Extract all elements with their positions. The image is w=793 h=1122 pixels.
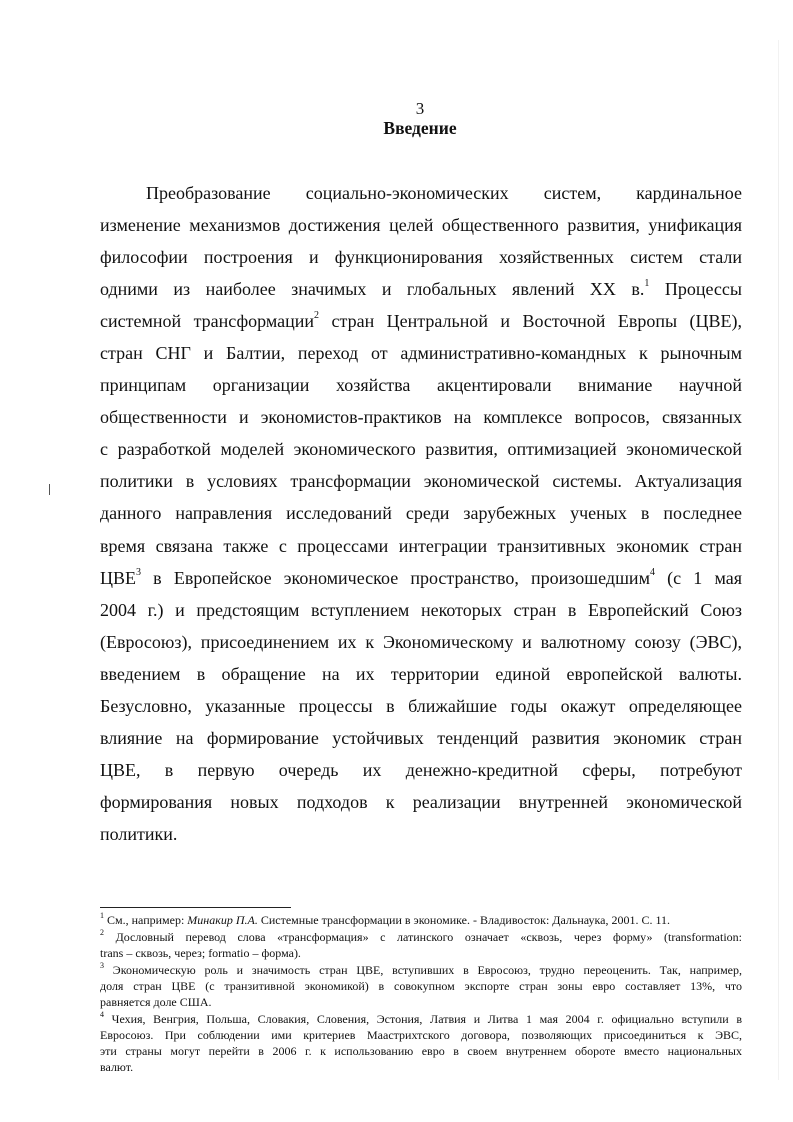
body-line: принципам организации хозяйства акцентировали внимание научной bbox=[100, 375, 742, 396]
body-line bbox=[100, 273, 742, 305]
footnote-line: доля стран ЦВЕ (с транзитивной экономикой) в совокупном экспорте стран зоны евро составляет 13%, что bbox=[100, 979, 742, 993]
body-line: время связана также с процессами интеграции транзитивных экономик стран bbox=[100, 535, 742, 556]
footnote-1 bbox=[100, 912, 742, 928]
body-line-segment: в Европейское экономическое пространство, произошедшим bbox=[153, 567, 650, 588]
page-number: 3 bbox=[415, 99, 425, 118]
page-title: Введение bbox=[383, 118, 457, 138]
body-line-segment: системной трансформации bbox=[100, 311, 315, 332]
footnote-mark: 1 bbox=[100, 911, 104, 920]
body-line: формирования новых подходов к реализации внутренней экономической bbox=[100, 791, 742, 812]
body-line-segment: стран Центральной и Восточной Европы (ЦВЕ), bbox=[331, 311, 743, 332]
footnote-4 bbox=[100, 1011, 742, 1075]
footnote-line bbox=[100, 912, 742, 928]
footnote-text: Дословный перевод слова «трансформация» с латинского означает «сквозь, через форму» (transformation: bbox=[115, 930, 742, 944]
body-line: влияние на формирование устойчивых тенденций развития экономик стран bbox=[100, 727, 742, 748]
footnotes bbox=[100, 912, 742, 1076]
body-line-segment: ЦВЕ bbox=[100, 567, 136, 588]
footnote-ref-2[interactable]: 2 bbox=[314, 310, 320, 322]
footnote-line: валют. bbox=[100, 1060, 134, 1074]
footnote-ref-1[interactable]: 1 bbox=[644, 278, 650, 290]
body-line: изменение механизмов достижения целей общественного развития, унификация bbox=[100, 215, 742, 236]
margin-mark bbox=[49, 484, 50, 495]
footnote-line bbox=[100, 1011, 742, 1027]
body-line: политики. bbox=[100, 823, 178, 844]
body-line-segment: Процессы bbox=[664, 279, 742, 300]
footnote-author: Минакир П.А. bbox=[187, 913, 258, 927]
footnote-ref-3[interactable]: 3 bbox=[136, 566, 141, 578]
footnote-3 bbox=[100, 962, 742, 1010]
body-line: с разработкой моделей экономического развития, оптимизацией экономической bbox=[100, 439, 742, 460]
footnote-line bbox=[100, 929, 742, 945]
body-line-segment: одними из наиболее значимых и глобальных явлений XX в. bbox=[100, 279, 645, 300]
footnote-mark: 3 bbox=[100, 961, 104, 970]
body-line bbox=[100, 562, 742, 594]
footnote-text: Экономическую роль и значимость стран ЦВЕ, вступивших в Евросоюз, трудно переоценить. Так, например, bbox=[112, 963, 742, 977]
footnote-line bbox=[100, 962, 742, 978]
footnote-line: trans – сквозь, через; formatio – форма). bbox=[100, 946, 301, 960]
body-line: политики в условиях трансформации экономической системы. Актуализация bbox=[100, 471, 742, 492]
footnote-divider bbox=[100, 907, 291, 908]
footnote-line: эти страны могут перейти в 2006 г. к использованию евро в своем внутреннем обороте вместо национальных bbox=[100, 1044, 742, 1058]
footnote-text: Чехия, Венгрия, Польша, Словакия, Словения, Эстония, Латвия и Литва 1 мая 2004 г. официально вступили в bbox=[111, 1012, 743, 1026]
footnote-line: равняется доле США. bbox=[100, 995, 212, 1009]
footnote-2 bbox=[100, 929, 742, 961]
footnote-text: См., например: bbox=[107, 913, 188, 927]
footnote-text: Системные трансформации в экономике. - Владивосток: Дальнаука, 2001. С. 11. bbox=[257, 913, 671, 927]
body-line: философии построения и функционирования хозяйственных систем стали bbox=[100, 247, 742, 268]
body-line: 2004 г.) и предстоящим вступлением некоторых стран в Европейский Союз bbox=[100, 599, 742, 620]
body-line bbox=[100, 305, 742, 337]
body-line: общественности и экономистов-практиков на комплексе вопросов, связанных bbox=[100, 407, 742, 428]
body-paragraph bbox=[100, 177, 742, 850]
scan-edge-shadow bbox=[778, 40, 779, 1080]
body-line: введением в обращение на их территории единой европейской валюты. bbox=[100, 663, 742, 684]
footnote-mark: 2 bbox=[100, 928, 104, 937]
body-line-segment: (с 1 мая bbox=[667, 567, 742, 588]
footnote-line: Евросоюз. При соблюдении ими критериев Маастрихтского договора, позволяющих присоединиться к ЭВС, bbox=[100, 1028, 742, 1042]
footnote-ref-4[interactable]: 4 bbox=[649, 566, 655, 578]
body-line: ЦВЕ, в первую очередь их денежно-кредитной сферы, потребуют bbox=[100, 759, 742, 780]
body-line: данного направления исследований среди зарубежных ученых в последнее bbox=[100, 503, 742, 524]
footnote-mark: 4 bbox=[100, 1010, 104, 1019]
body-line: Преобразование социально-экономических систем, кардинальное bbox=[146, 183, 742, 203]
body-line: (Евросоюз), присоединением их к Экономическому и валютному союзу (ЭВС), bbox=[100, 631, 742, 652]
body-line: стран СНГ и Балтии, переход от административно-командных к рыночным bbox=[100, 343, 742, 364]
body-line: Безусловно, указанные процессы в ближайшие годы окажут определяющее bbox=[100, 695, 742, 716]
